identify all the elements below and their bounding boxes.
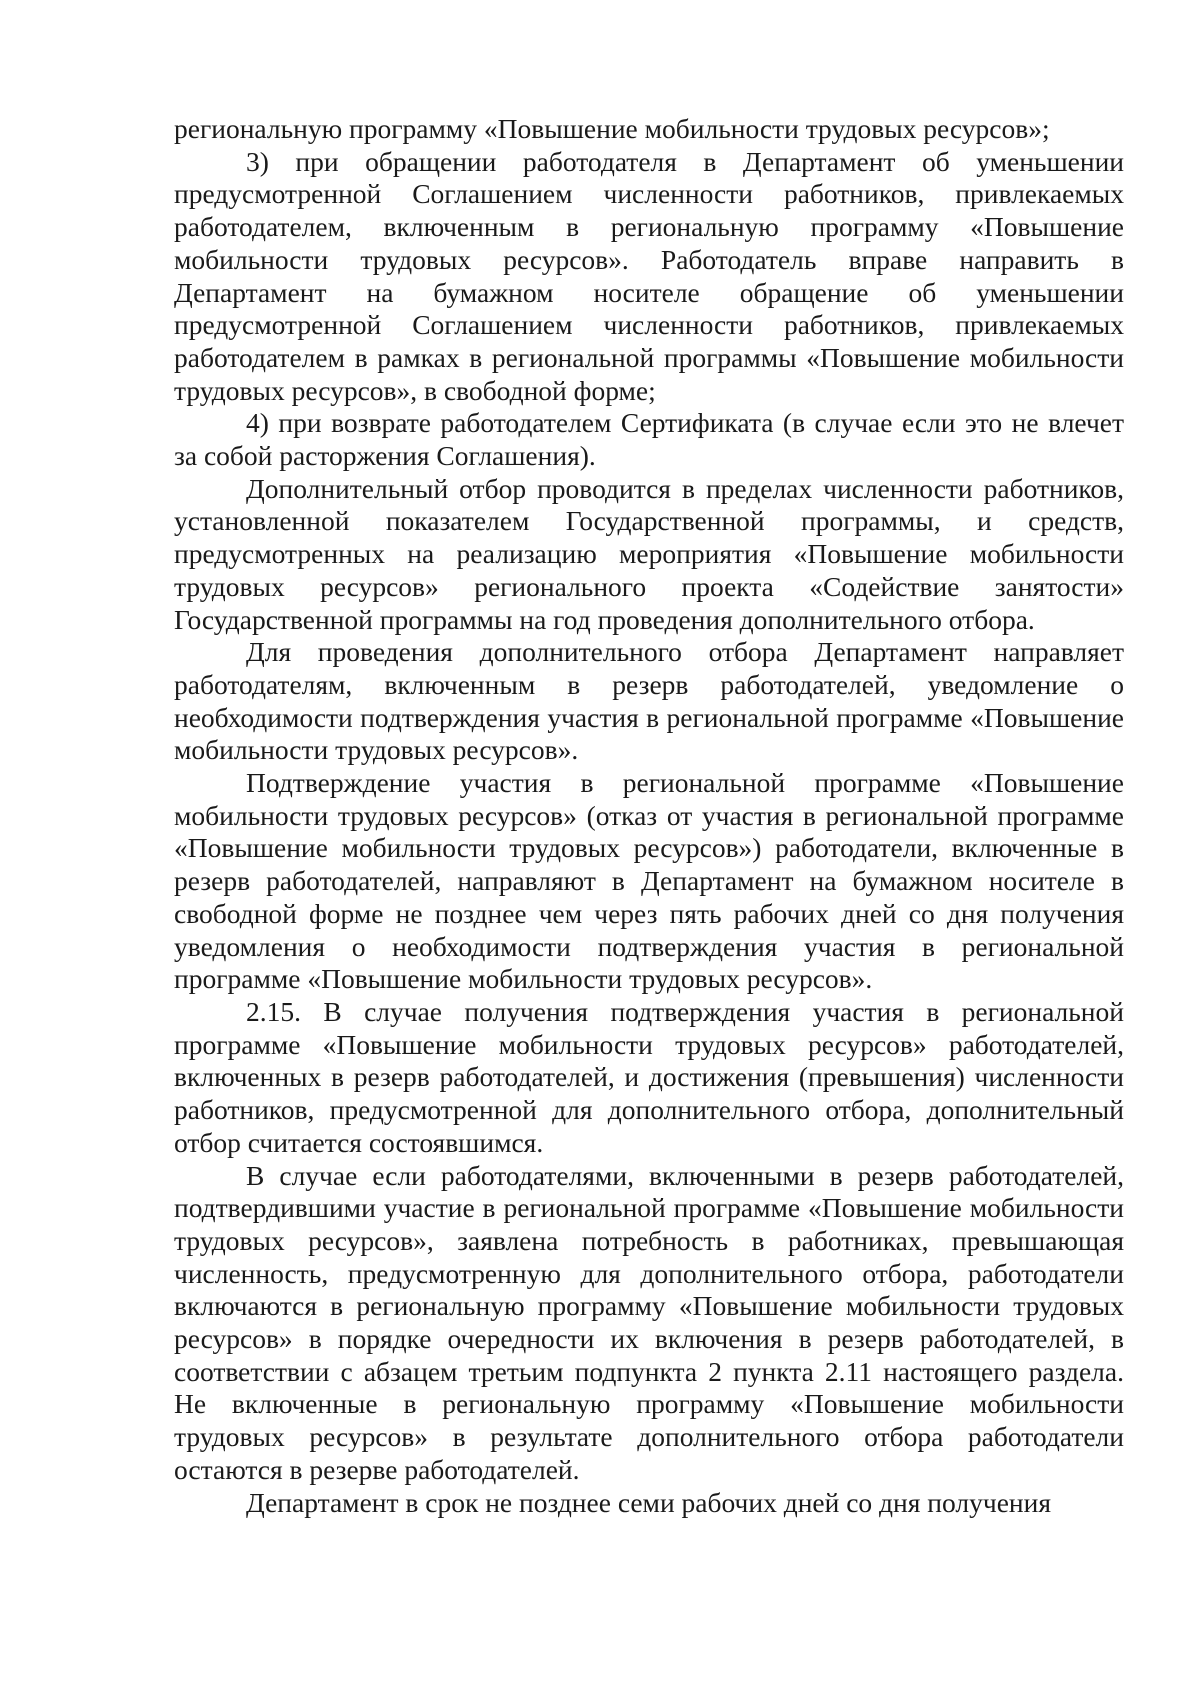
document-body	[174, 113, 1124, 1519]
paragraph-section-2-15: 2.15. В случае получения подтверждения участия в региональной программе «Повышение мобильности трудовых ресурсов» работодателей, включенных в резерв работодателей, и достижения (превышения) численности работников, предусмотренной для дополнительного отбора, дополнительный отбор считается состоявшимся.	[174, 995, 1124, 1158]
paragraph-confirmation: Подтверждение участия в региональной программе «Повышение мобильности трудовых ресурсов» (отказ от участия в региональной программе «Повышение мобильности трудовых ресурсов») работодатели, включенные в резерв работодателей, направляют в Департамент на бумажном носителе в свободной форме не позднее чем через пять рабочих дней со дня получения уведомления о необходимости подтверждения участия в региональной программе «Повышение мобильности трудовых ресурсов».	[174, 767, 1124, 995]
paragraph-item-3: 3) при обращении работодателя в Департамент об уменьшении предусмотренной Соглашением численности работников, привлекаемых работодателем, включенным в региональную программу «Повышение мобильности трудовых ресурсов». Работодатель вправе направить в Департамент на бумажном носителе обращение об уменьшении предусмотренной Соглашением численности работников, привлекаемых работодателем в рамках в региональной программы «Повышение мобильности трудовых ресурсов», в свободной форме;	[174, 145, 1124, 406]
paragraph-continuation: региональную программу «Повышение мобильности трудовых ресурсов»;	[174, 113, 1050, 144]
paragraph-department-deadline: Департамент в срок не позднее семи рабочих дней со дня получения	[246, 1486, 1051, 1518]
paragraph-excess-demand: В случае если работодателями, включенными в резерв работодателей, подтвердившими участие в региональной программе «Повышение мобильности трудовых ресурсов», заявлена потребность в работниках, превышающая численность, предусмотренную для дополнительного отбора, работодатели включаются в региональную программу «Повышение мобильности трудовых ресурсов» в порядке очередности их включения в резерв работодателей, в соответствии с абзацем третьим подпункта 2 пункта 2.11 настоящего раздела. Не включенные в региональную программу «Повышение мобильности трудовых ресурсов» в результате дополнительного отбора работодатели остаются в резерве работодателей.	[174, 1159, 1124, 1485]
paragraph-item-4: 4) при возврате работодателем Сертификата (в случае если это не влечет за собой расторжения Соглашения).	[174, 407, 1124, 472]
paragraph-notification: Для проведения дополнительного отбора Департамент направляет работодателям, включенным в резерв работодателей, уведомление о необходимости подтверждения участия в региональной программе «Повышение мобильности трудовых ресурсов».	[174, 636, 1124, 766]
paragraph-additional-selection: Дополнительный отбор проводится в пределах численности работников, установленной показателем Государственной программы, и средств, предусмотренных на реализацию мероприятия «Повышение мобильности трудовых ресурсов» регионального проекта «Содействие занятости» Государственной программы на год проведения дополнительного отбора.	[174, 472, 1124, 635]
